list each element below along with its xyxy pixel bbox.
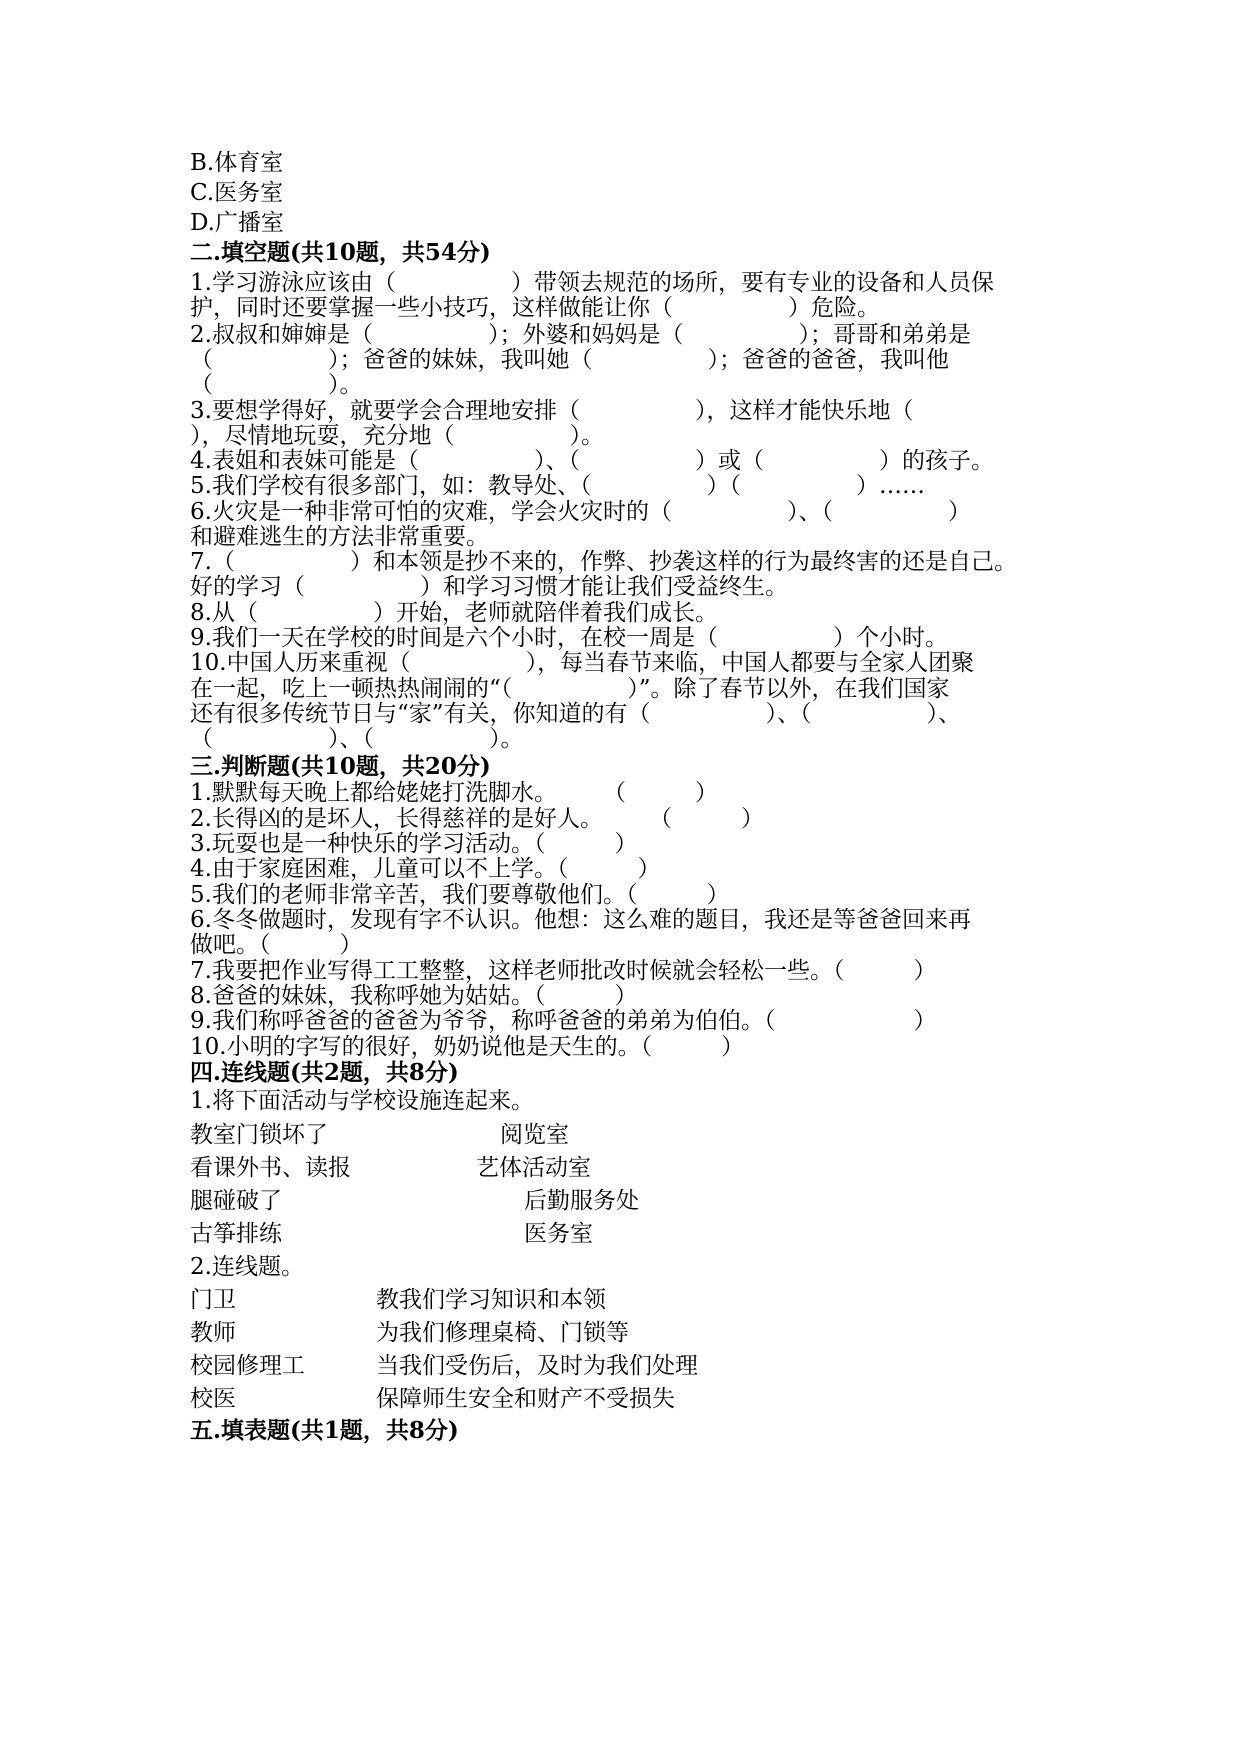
true-false-line: 9.我们称呼爸爸的爸爸为爷爷，称呼爸爸的弟弟为伯伯。（ ） — [190, 1008, 937, 1034]
matching-q1-right-item: 艺体活动室 — [476, 1155, 591, 1181]
fill-in-line: 2.叔叔和婶婶是（ ）；外婆和妈妈是（ ）；哥哥和弟弟是 — [190, 322, 971, 348]
section-heading-true-false: 三.判断题(共10题，共20分) — [190, 753, 491, 780]
matching-q2-right-item: 当我们受伤后，及时为我们处理 — [376, 1353, 698, 1379]
fill-in-line: ），尽情地玩耍，充分地（ ）。 — [190, 423, 604, 449]
matching-q2-left-item: 门卫 — [190, 1287, 236, 1313]
fill-in-line: 8.从（ ）开始，老师就陪伴着我们成长。 — [190, 600, 718, 626]
matching-q2-right-item: 教我们学习知识和本领 — [376, 1287, 606, 1313]
fill-in-line: （ ）；爸爸的妹妹，我叫她（ ）；爸爸的爸爸，我叫他 — [190, 347, 949, 373]
fill-in-line: 1.学习游泳应该由（ ）带领去规范的场所，要有专业的设备和人员保 — [190, 270, 994, 296]
fill-in-line: 5.我们学校有很多部门，如：教导处、（ ）（ ）…… — [190, 473, 925, 499]
true-false-line: 做吧。（ ） — [190, 932, 363, 958]
true-false-line: 5.我们的老师非常辛苦，我们要尊敬他们。（ ） — [190, 882, 730, 908]
matching-q1-right-item: 阅览室 — [500, 1122, 569, 1148]
matching-q2-right-item: 保障师生安全和财产不受损失 — [376, 1386, 675, 1412]
fill-in-line: 7.（ ）和本领是抄不来的，作弊、抄袭这样的行为最终害的还是自己。 — [190, 549, 1017, 575]
matching-q2-left-item: 校医 — [190, 1386, 236, 1412]
section-heading-fill-table: 五.填表题(共1题，共8分) — [190, 1417, 459, 1444]
matching-q1-right-item: 医务室 — [524, 1221, 593, 1247]
matching-q1-left-item: 古筝排练 — [190, 1221, 282, 1247]
matching-q2-title: 2.连线题。 — [190, 1254, 304, 1280]
fill-in-line: 好的学习（ ）和学习习惯才能让我们受益终生。 — [190, 574, 788, 600]
option-b: B.体育室 — [190, 150, 284, 176]
fill-in-line: 还有很多传统节日与“家”有关，你知道的有（ ）、（ ）、 — [190, 701, 962, 727]
fill-in-line: 3.要想学得好，就要学会合理地安排（ ），这样才能快乐地（ — [190, 398, 914, 424]
option-c: C.医务室 — [190, 180, 284, 206]
option-d: D.广播室 — [190, 210, 284, 236]
true-false-line: 8.爸爸的妹妹，我称呼她为姑姑。（ ） — [190, 983, 638, 1009]
matching-q1-left-item: 腿碰破了 — [190, 1188, 282, 1214]
true-false-line: 10.小明的字写的很好，奶奶说他是天生的。（ ） — [190, 1034, 745, 1060]
true-false-line: 7.我要把作业写得工工整整，这样老师批改时候就会轻松一些。（ ） — [190, 958, 937, 984]
true-false-line: 2.长得凶的是坏人，长得慈祥的是好人。 （ ） — [190, 806, 764, 832]
section-heading-fill-in: 二.填空题(共10题，共54分) — [190, 239, 491, 266]
true-false-line: 4.由于家庭困难，儿童可以不上学。（ ） — [190, 856, 661, 882]
matching-q1-left-item: 教室门锁坏了 — [190, 1122, 328, 1148]
true-false-line: 1.默默每天晚上都给姥姥打洗脚水。 （ ） — [190, 780, 718, 806]
fill-in-line: 9.我们一天在学校的时间是六个小时，在校一周是（ ）个小时。 — [190, 625, 948, 651]
fill-in-line: 10.中国人历来重视（ ），每当春节来临，中国人都要与全家人团聚 — [190, 650, 975, 676]
fill-in-line: 4.表姐和表妹可能是（ ）、（ ）或（ ）的孩子。 — [190, 448, 994, 474]
true-false-line: 6.冬冬做题时，发现有字不认识。他想：这么难的题目，我还是等爸爸回来再 — [190, 907, 971, 933]
fill-in-line: 6.火灾是一种非常可怕的灾难，学会火灾时的（ ）、（ ） — [190, 499, 971, 525]
matching-q2-left-item: 教师 — [190, 1320, 236, 1346]
matching-q1-right-item: 后勤服务处 — [524, 1188, 639, 1214]
fill-in-line: 在一起，吃上一顿热热闹闹的“（ ）”。除了春节以外，在我们国家 — [190, 676, 950, 702]
matching-q2-right-item: 为我们修理桌椅、门锁等 — [376, 1320, 629, 1346]
fill-in-line: （ ）。 — [190, 372, 363, 398]
fill-in-line: 护，同时还要掌握一些小技巧，这样做能让你（ ）危险。 — [190, 295, 880, 321]
section-heading-matching: 四.连线题(共2题，共8分) — [190, 1059, 459, 1086]
fill-in-line: （ ）、（ ）。 — [190, 726, 524, 752]
matching-q1-title: 1.将下面活动与学校设施连起来。 — [190, 1088, 534, 1114]
matching-q2-left-item: 校园修理工 — [190, 1353, 305, 1379]
true-false-line: 3.玩耍也是一种快乐的学习活动。（ ） — [190, 831, 638, 857]
matching-q1-left-item: 看课外书、读报 — [190, 1155, 351, 1181]
fill-in-line: 和避难逃生的方法非常重要。 — [190, 524, 489, 550]
